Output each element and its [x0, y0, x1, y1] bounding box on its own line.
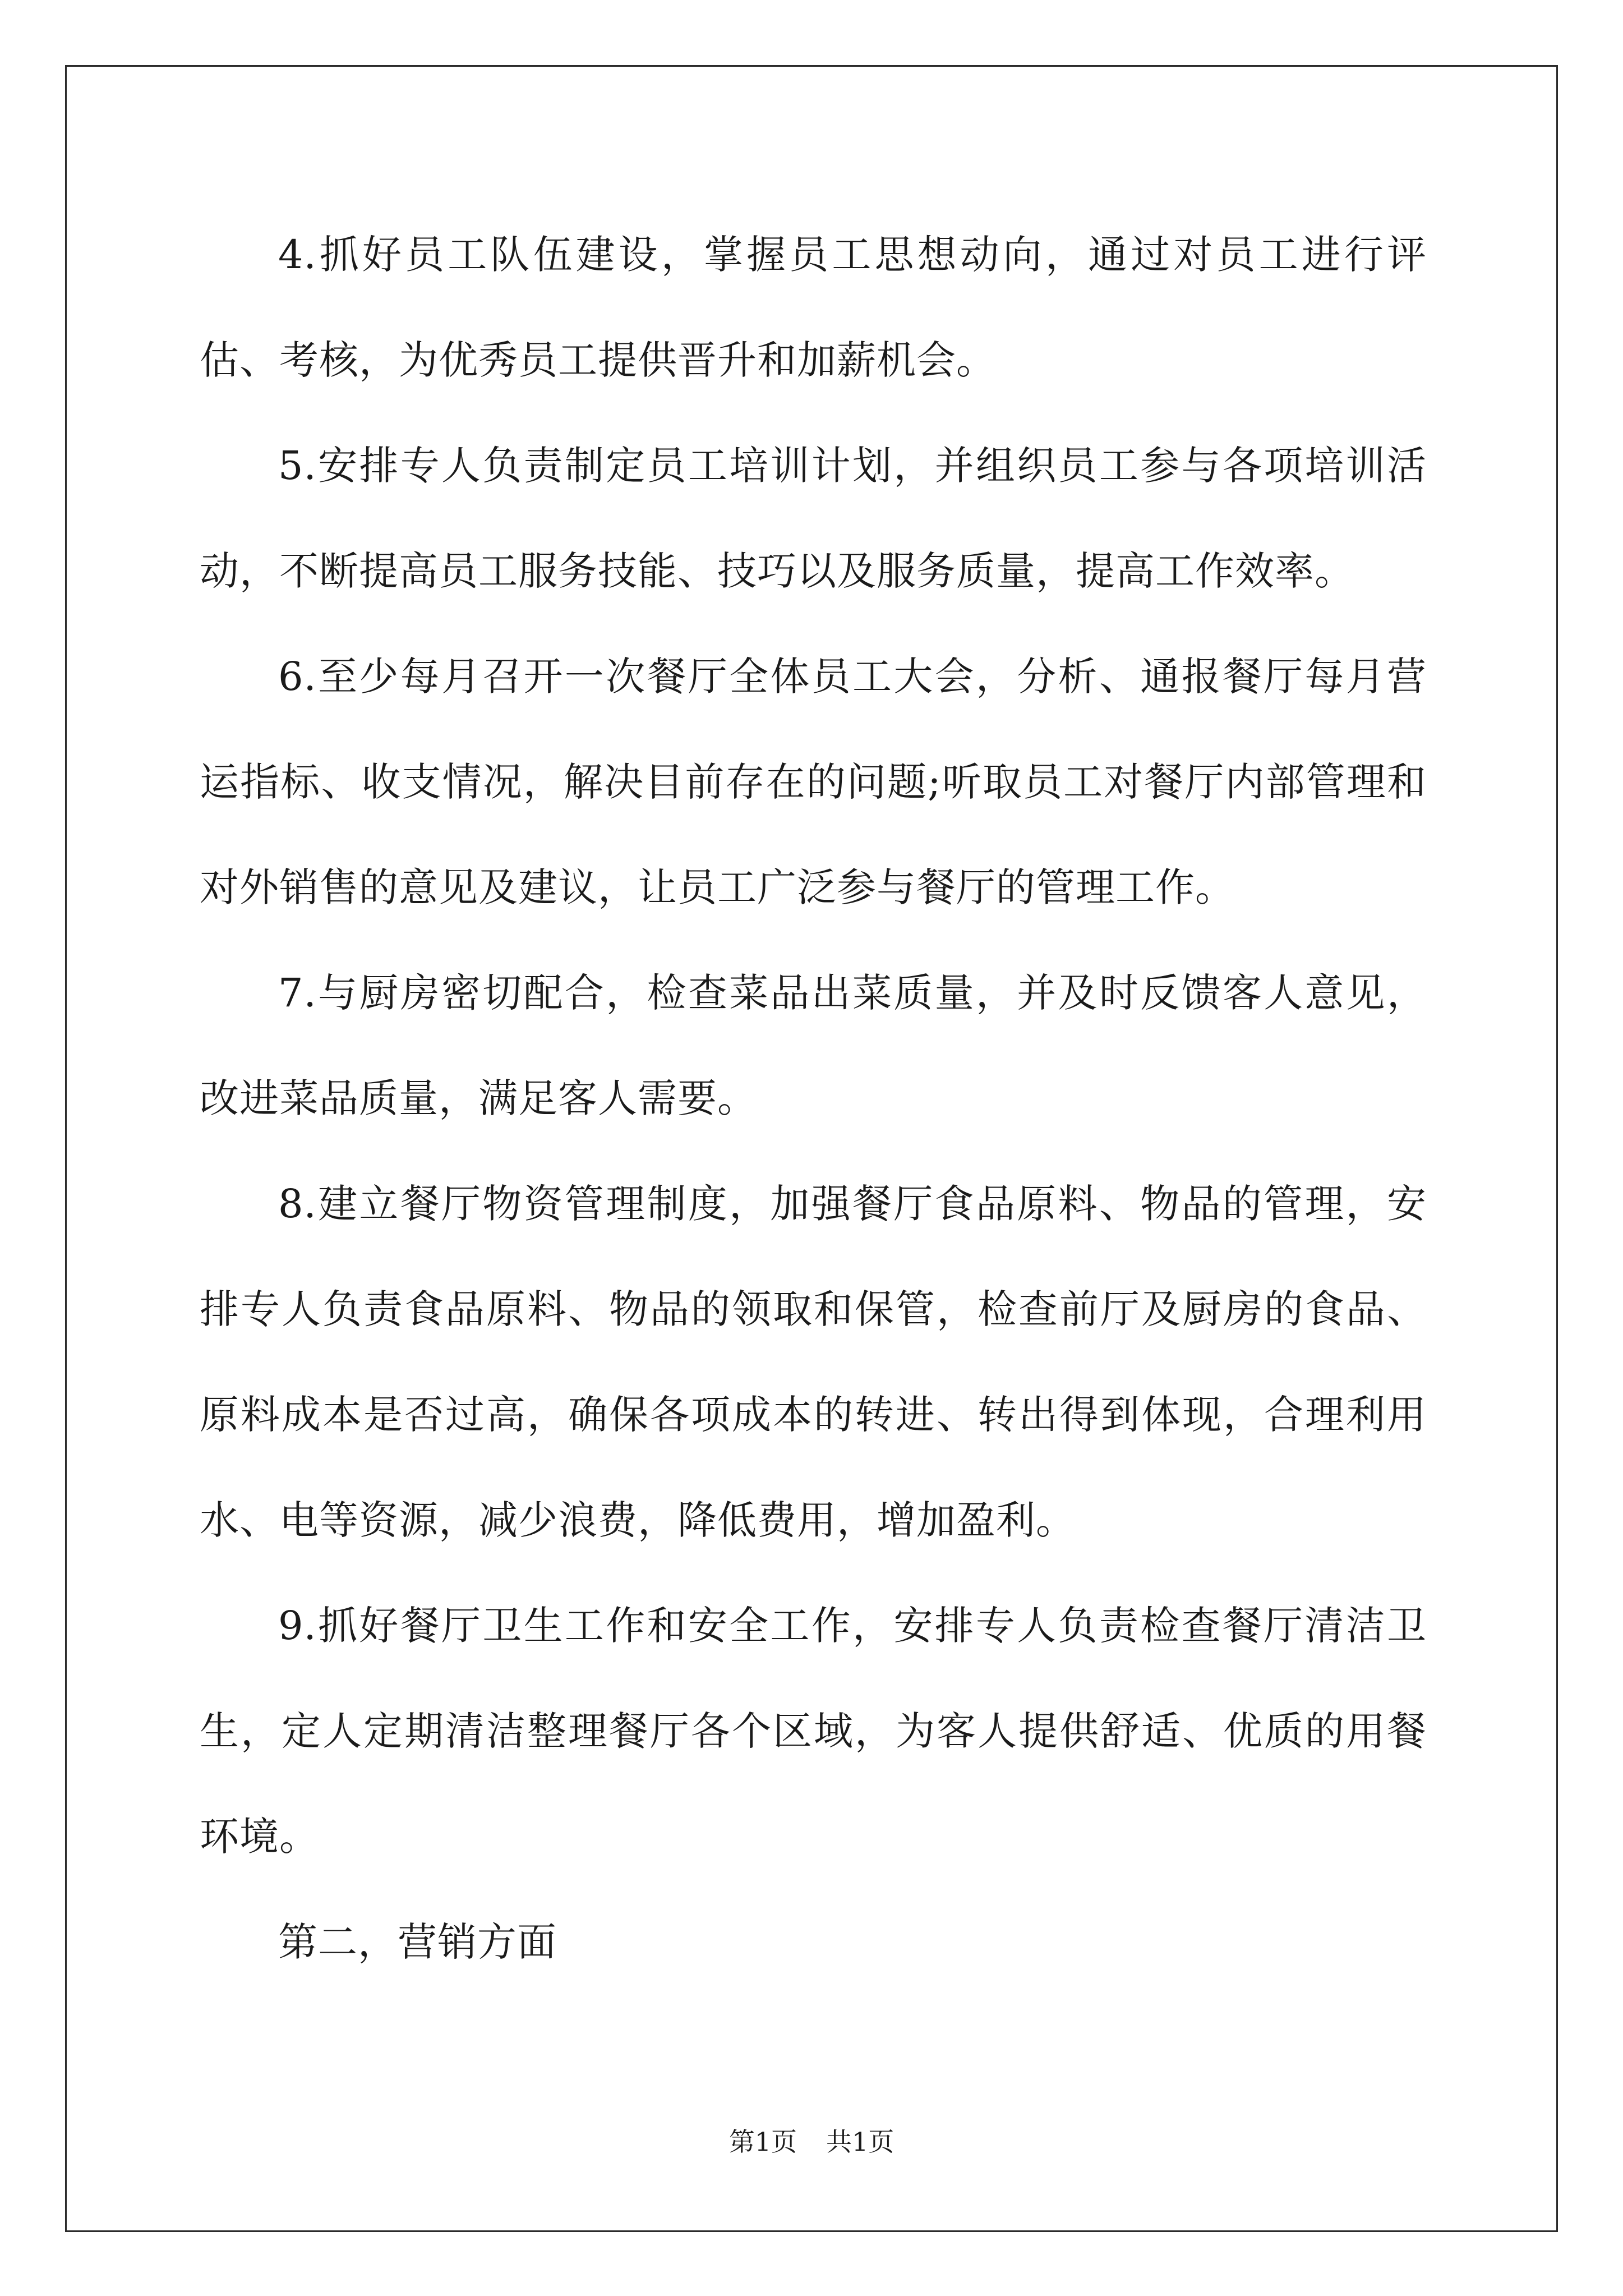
document-body [200, 202, 1427, 1995]
paragraph-item-6: 6.至少每月召开一次餐厅全体员工大会，分析、通报餐厅每月营运指标、收支情况，解决目前存在的问题;听取员工对餐厅内部管理和对外销售的意见及建议，让员工广泛参与餐厅的管理工作。 [200, 654, 1427, 910]
section-heading-marketing: 第二，营销方面 [278, 1919, 557, 1965]
paragraph-item-8: 8.建立餐厅物资管理制度，加强餐厅食品原料、物品的管理，安排专人负责食品原料、物品的领取和保管，检查前厅及厨房的食品、原料成本是否过高，确保各项成本的转进、转出得到体现，合理利用水、电等资源，减少浪费，降低费用，增加盈利。 [200, 1181, 1427, 1543]
paragraph-item-5: 5.安排专人负责制定员工培训计划，并组织员工参与各项培训活动，不断提高员工服务技能、技巧以及服务质量，提高工作效率。 [200, 443, 1427, 594]
paragraph-item-7: 7.与厨房密切配合，检查菜品出菜质量，并及时反馈客人意见，改进菜品质量，满足客人需要。 [200, 970, 1427, 1121]
page-number-total: 共1页 [826, 2127, 895, 2157]
page-footer [0, 2122, 1623, 2159]
page-number-current: 第1页 [728, 2127, 797, 2157]
paragraph-item-4: 4.抓好员工队伍建设，掌握员工思想动向，通过对员工进行评估、考核，为优秀员工提供晋升和加薪机会。 [200, 232, 1427, 383]
paragraph-item-9: 9.抓好餐厅卫生工作和安全工作，安排专人负责检查餐厅清洁卫生，定人定期清洁整理餐厅各个区域，为客人提供舒适、优质的用餐环境。 [200, 1603, 1427, 1860]
